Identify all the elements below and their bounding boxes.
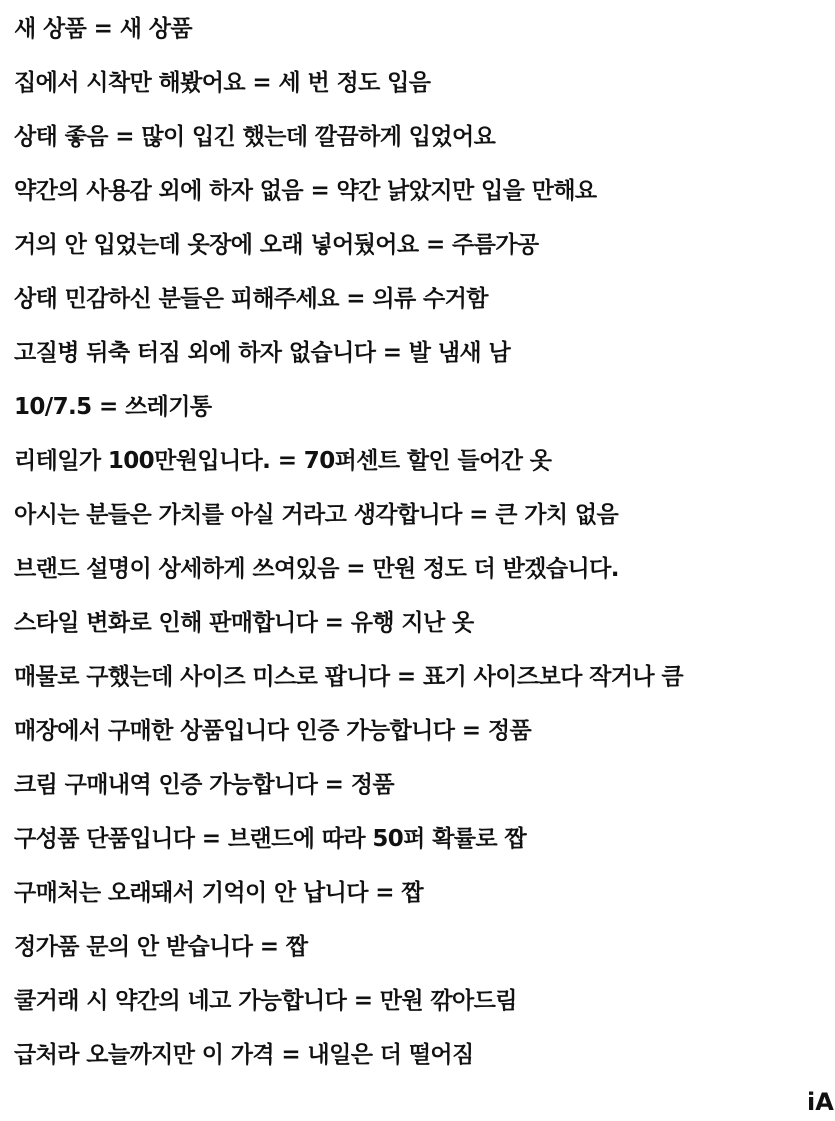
- text-line-19: 쿨거래 시 약간의 네고 가능합니다 = 만원 깎아드림: [14, 988, 517, 1014]
- text-line-12: 스타일 변화로 인해 판매합니다 = 유행 지난 옷: [14, 610, 474, 636]
- text-line-5: 거의 안 입었는데 옷장에 오래 넣어뒀어요 = 주름가공: [14, 232, 539, 258]
- text-line-15: 크림 구매내역 인증 가능합니다 = 정품: [14, 772, 394, 798]
- text-line-13: 매물로 구했는데 사이즈 미스로 팝니다 = 표기 사이즈보다 작거나 큼: [14, 664, 684, 690]
- text-line-9: 리테일가 100만원입니다. = 70퍼센트 할인 들어간 옷: [14, 448, 552, 474]
- text-line-6: 상태 민감하신 분들은 피해주세요 = 의류 수거함: [14, 286, 488, 312]
- text-line-8: 10/7.5 = 쓰레기통: [14, 394, 212, 420]
- text-line-20: 급처라 오늘까지만 이 가격 = 내일은 더 떨어짐: [14, 1042, 474, 1068]
- text-line-10: 아시는 분들은 가치를 아실 거라고 생각합니다 = 큰 가치 없음: [14, 502, 619, 528]
- text-line-11: 브랜드 설명이 상세하게 쓰여있음 = 만원 정도 더 받겠습니다.: [14, 556, 619, 582]
- text-line-18: 정가품 문의 안 받습니다 = 짭: [14, 934, 308, 960]
- watermark-text: iA: [807, 1088, 834, 1116]
- text-line-17: 구매처는 오래돼서 기억이 안 납니다 = 짭: [14, 880, 424, 906]
- text-line-1: 새 상품 = 새 상품: [14, 16, 193, 42]
- text-line-16: 구성품 단품입니다 = 브랜드에 따라 50퍼 확률로 짭: [14, 826, 527, 852]
- text-line-2: 집에서 시착만 해봤어요 = 세 번 정도 입음: [14, 70, 431, 96]
- text-line-4: 약간의 사용감 외에 하자 없음 = 약간 낡았지만 입을 만해요: [14, 178, 597, 204]
- text-line-3: 상태 좋음 = 많이 입긴 했는데 깔끔하게 입었어요: [14, 124, 496, 150]
- text-line-7: 고질병 뒤축 터짐 외에 하자 없습니다 = 발 냄새 남: [14, 340, 511, 366]
- text-line-14: 매장에서 구매한 상품입니다 인증 가능합니다 = 정품: [14, 718, 532, 744]
